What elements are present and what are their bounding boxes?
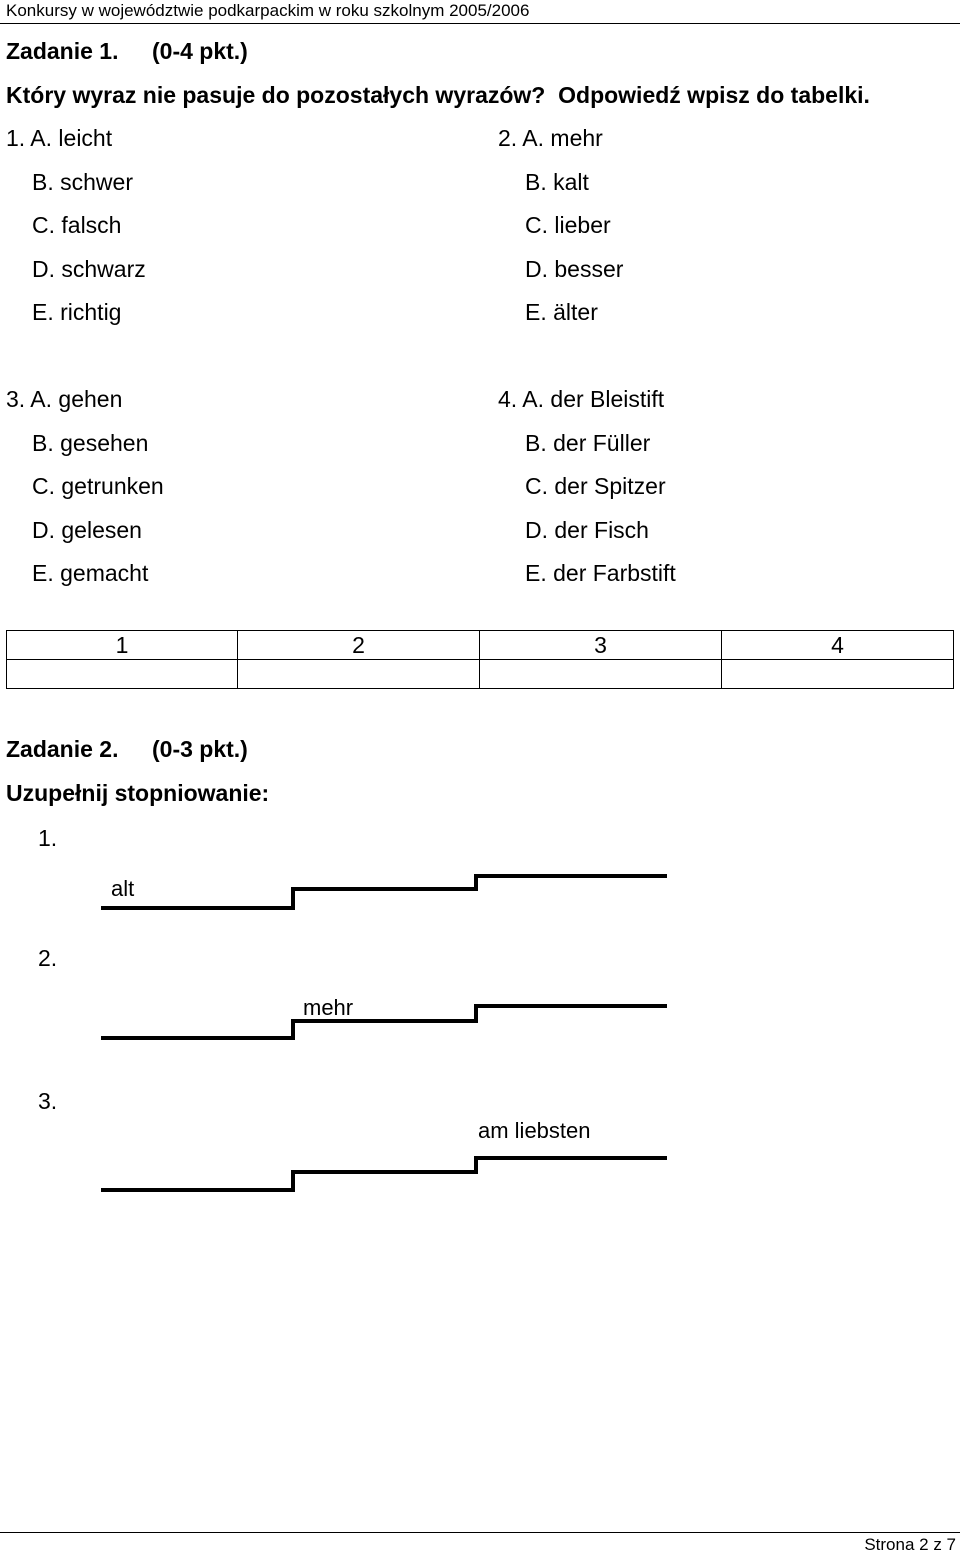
task1-title: Zadanie 1.: [6, 38, 119, 64]
stair3-diagram: [0, 1110, 960, 1190]
q3-option-b: B. gesehen: [32, 430, 149, 456]
answer-table-header-row: [7, 631, 954, 660]
q4-option-c: C. der Spitzer: [525, 473, 666, 499]
answer-table: [6, 630, 954, 689]
task1-points: (0-4 pkt.): [152, 38, 248, 64]
q4-option-d: D. der Fisch: [525, 517, 649, 543]
stair1-number: 1.: [38, 825, 58, 851]
stair2-steps: [101, 1006, 667, 1038]
page-header: Konkursy w województwie podkarpackim w roku szkolnym 2005/2006: [6, 1, 530, 20]
q2-option-b: B. kalt: [525, 169, 589, 195]
page-number: Strona 2 z 7: [864, 1535, 956, 1554]
footer-divider: [0, 1532, 960, 1533]
stair1-given-word: alt: [111, 876, 135, 901]
q1-option-c: C. falsch: [32, 212, 122, 238]
q3-option-c: C. getrunken: [32, 473, 164, 499]
q3-option-e: E. gemacht: [32, 560, 149, 586]
stair3-steps: [101, 1158, 667, 1190]
q2-option-c: C. lieber: [525, 212, 611, 238]
q3-option-a: 3. A. gehen: [6, 386, 123, 412]
q4-option-e: E. der Farbstift: [525, 560, 676, 586]
stair2-diagram: [0, 980, 960, 1060]
q4-option-b: B. der Füller: [525, 430, 651, 456]
stair1-diagram: [0, 860, 960, 940]
answer-cell-2[interactable]: [238, 660, 480, 689]
answer-header-1: 1: [7, 631, 238, 660]
q1-option-d: D. schwarz: [32, 256, 146, 282]
task2-points: (0-3 pkt.): [152, 736, 248, 762]
header-divider: [0, 23, 960, 24]
task1-instruction: Który wyraz nie pasuje do pozostałych wyrazów? Odpowiedź wpisz do tabelki.: [6, 82, 870, 108]
answer-header-3: 3: [480, 631, 722, 660]
q1-option-e: E. richtig: [32, 299, 122, 325]
stair2-given-word: mehr: [303, 995, 354, 1020]
q4-option-a: 4. A. der Bleistift: [498, 386, 665, 412]
q2-option-e: E. älter: [525, 299, 598, 325]
answer-table-input-row: [7, 660, 954, 689]
q1-option-a: 1. A. leicht: [6, 125, 113, 151]
q2-option-a: 2. A. mehr: [498, 125, 603, 151]
task2-title: Zadanie 2.: [6, 736, 119, 762]
stair3-number: 3.: [38, 1088, 58, 1114]
q2-option-d: D. besser: [525, 256, 624, 282]
stair1-steps: [101, 876, 667, 908]
q3-option-d: D. gelesen: [32, 517, 142, 543]
answer-cell-4[interactable]: [722, 660, 954, 689]
answer-cell-1[interactable]: [7, 660, 238, 689]
answer-cell-3[interactable]: [480, 660, 722, 689]
q1-option-b: B. schwer: [32, 169, 133, 195]
answer-header-2: 2: [238, 631, 480, 660]
answer-header-4: 4: [722, 631, 954, 660]
task2-instruction: Uzupełnij stopniowanie:: [6, 780, 270, 806]
stair3-given-word: am liebsten: [478, 1118, 591, 1143]
stair2-number: 2.: [38, 945, 58, 971]
